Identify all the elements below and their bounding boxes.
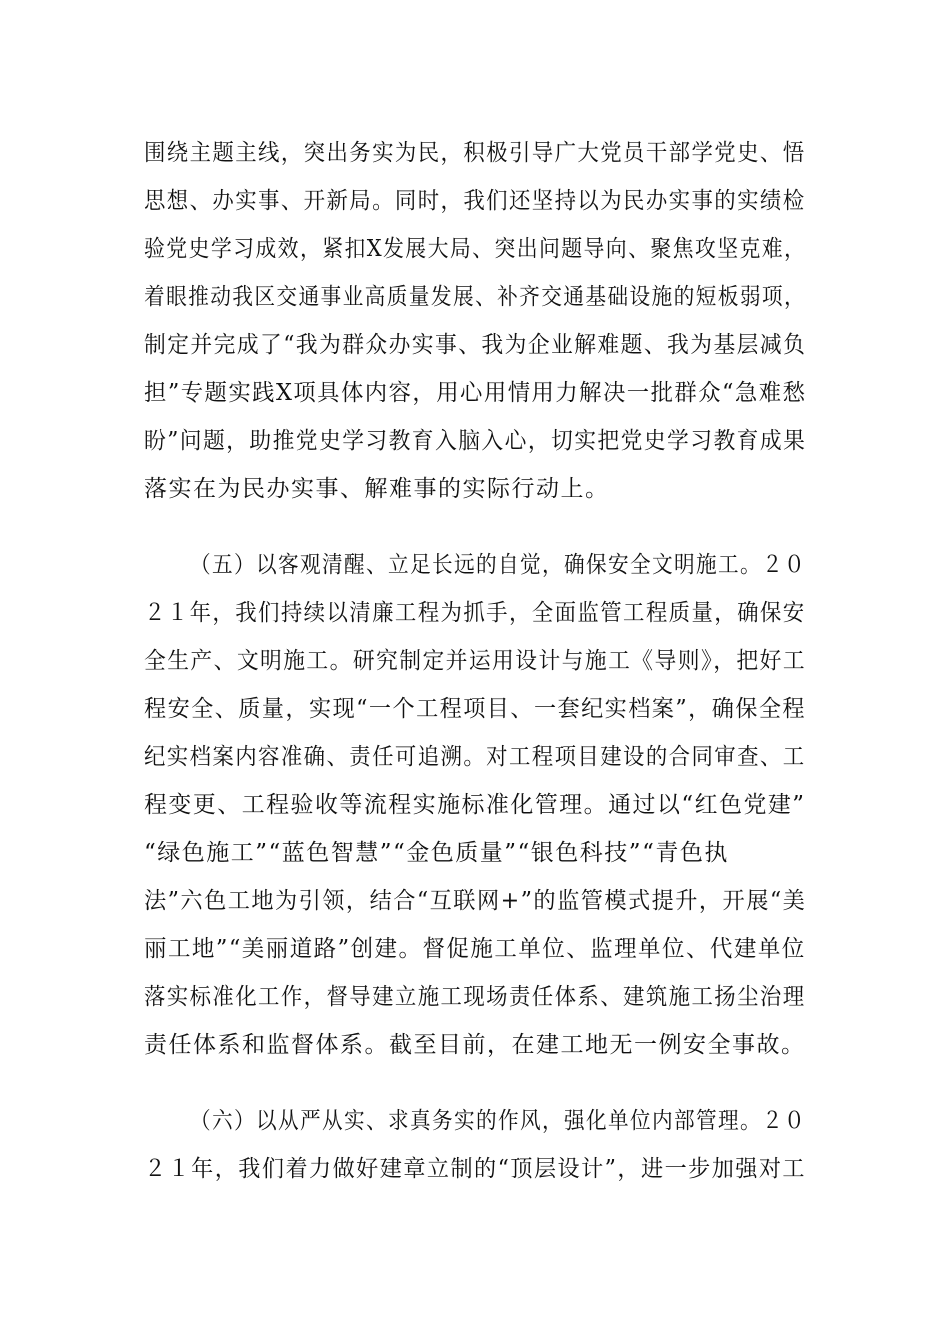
- text-line: 程安全、质量，实现“一个工程项目、一套纪实档案”，确保全程: [144, 696, 807, 722]
- text-line: 法”六色工地为引领，结合“互联网+”的监管模式提升，开展“美: [144, 888, 807, 914]
- text-line: 思想、办实事、开新局。同时，我们还坚持以为民办实事的实绩检: [144, 188, 806, 214]
- text-line: ２１年，我们着力做好建章立制的“顶层设计”，进一步加强对工: [144, 1156, 807, 1182]
- text-line: 制定并完成了“我为群众办实事、我为企业解难题、我为基层减负: [144, 332, 807, 358]
- text-line: 担”专题实践X项具体内容，用心用情用力解决一批群众“急难愁: [144, 380, 807, 406]
- text-line: 落实标准化工作，督导建立施工现场责任体系、建筑施工扬尘治理: [144, 984, 806, 1010]
- text-line: “绿色施工”“蓝色智慧”“金色质量”“银色科技”“青色执: [144, 840, 729, 866]
- text-line: 全生产、文明施工。研究制定并运用设计与施工《导则》，把好工: [144, 648, 807, 674]
- text-line: 落实在为民办实事、解难事的实际行动上。: [144, 476, 610, 502]
- text-line: ２１年，我们持续以清廉工程为抓手，全面监管工程质量，确保安: [144, 600, 806, 626]
- text-line: 围绕主题主线，突出务实为民，积极引导广大党员干部学党史、悟: [144, 140, 806, 166]
- section-heading-line: （五）以客观清醒、立足长远的自觉，确保安全文明施工。２０: [190, 552, 807, 578]
- section-heading-line: （六）以从严从实、求真务实的作风，强化单位内部管理。２０: [190, 1108, 807, 1134]
- text-line: 丽工地”“美丽道路”创建。督促施工单位、监理单位、代建单位: [144, 936, 806, 962]
- text-line: 责任体系和监督体系。截至目前，在建工地无一例安全事故。: [144, 1032, 806, 1058]
- text-line: 着眼推动我区交通事业高质量发展、补齐交通基础设施的短板弱项，: [144, 284, 807, 310]
- text-line: 程变更、工程验收等流程实施标准化管理。通过以“红色党建”: [144, 792, 806, 818]
- text-line: 纪实档案内容准确、责任可追溯。对工程项目建设的合同审查、工: [144, 744, 806, 770]
- text-line: 验党史学习成效，紧扣X发展大局、突出问题导向、聚焦攻坚克难，: [144, 236, 807, 262]
- text-line: 盼”问题，助推党史学习教育入脑入心，切实把党史学习教育成果: [144, 428, 807, 454]
